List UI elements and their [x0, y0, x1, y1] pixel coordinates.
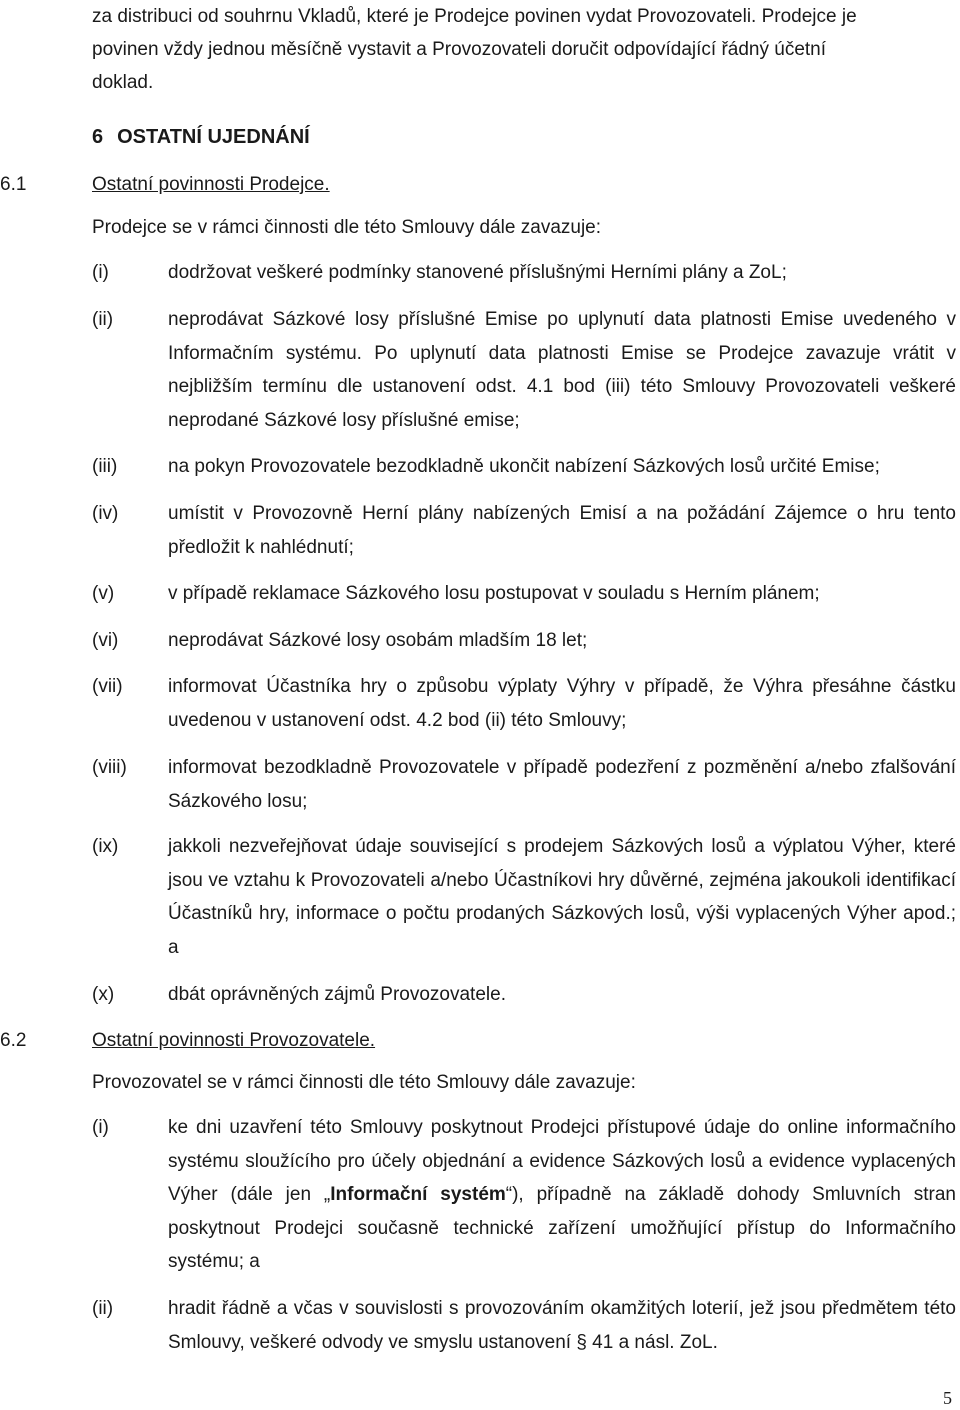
- intro-line-3: doklad.: [92, 72, 154, 93]
- list-item-text: dbát oprávněných zájmů Provozovatele.: [168, 984, 506, 1005]
- subsection-number-6-1: 6.1: [0, 174, 27, 195]
- subsection-lead-6-2: Provozovatel se v rámci činnosti dle této Smlouvy dále zavazuje:: [92, 1072, 636, 1093]
- list-item-text: informovat Účastníka hry o způsobu výplaty Výhry v případě, že Výhra přesáhne částku uvedenou v ustanovení odst. 4.2 bod (ii) této Smlouvy;: [168, 676, 956, 731]
- list-item-text: [168, 1111, 956, 1279]
- list-item-number: (ix): [92, 836, 119, 857]
- list-item-text: v případě reklamace Sázkového losu postupovat v souladu s Herním plánem;: [168, 583, 820, 604]
- intro-line-1: za distribuci od souhrnu Vkladů, které je Prodejce povinen vydat Provozovateli. Prodejce je: [92, 6, 857, 27]
- defined-term: Informační systém: [330, 1184, 506, 1205]
- intro-line-2: povinen vždy jednou měsíčně vystavit a Provozovateli doručit odpovídající řádný účetní: [92, 39, 827, 60]
- list-item-number: (iii): [92, 456, 118, 477]
- subsection-lead-6-1: Prodejce se v rámci činnosti dle této Smlouvy dále zavazuje:: [92, 217, 602, 238]
- subsection-title-6-1: Ostatní povinnosti Prodejce.: [92, 174, 330, 195]
- list-item-number: (x): [92, 984, 115, 1005]
- list-item-number: (ii): [92, 309, 114, 330]
- list-item-text: umístit v Provozovně Herní plány nabízených Emisí a na požádání Zájemce o hru tento předložit k nahlédnutí;: [168, 503, 956, 558]
- list-item-number: (vii): [92, 676, 123, 697]
- list-item-text: neprodávat Sázkové losy osobám mladším 18 let;: [168, 630, 588, 651]
- list-item-number: (i): [92, 1117, 109, 1138]
- list-item-number: (ii): [92, 1298, 114, 1319]
- list-item-text: neprodávat Sázkové losy příslušné Emise po uplynutí data platnosti Emise uvedeného v Informačním systému. Po uplynutí data platnosti Emise se Prodejce zavazuje vrátit v nejbližším termínu dle ustanovení odst. 4.1 bod (iii) této Smlouvy Provozovateli veškeré neprodané Sázkové losy příslušné emise;: [168, 309, 956, 431]
- section-number: 6: [92, 126, 104, 148]
- item-text-part: ke dni uzavření této Smlouvy poskytnout Prodejci přístupové údaje do online informačního systému sloužícího pro účely objednání a evidence Sázkových losů a evidence vyplacených Výher (dále jen „: [168, 1117, 956, 1205]
- list-item-number: (viii): [92, 757, 127, 778]
- item-text-part: “), případně na základě dohody Smluvních stran poskytnout Prodejci současně technické zařízení umožňující přístup do Informačního systému; a: [168, 1184, 956, 1272]
- section-heading: [92, 126, 310, 149]
- page-number: 5: [943, 1388, 952, 1408]
- list-item-text: hradit řádně a včas v souvislosti s provozováním okamžitých loterií, jež jsou předmětem této Smlouvy, veškeré odvody ve smyslu ustanovení § 41 a násl. ZoL.: [168, 1298, 956, 1353]
- list-item-text: dodržovat veškeré podmínky stanovené příslušnými Herními plány a ZoL;: [168, 262, 787, 283]
- list-item-number: (v): [92, 583, 115, 604]
- list-item-number: (iv): [92, 503, 119, 524]
- section-title: OSTATNÍ UJEDNÁNÍ: [117, 126, 310, 148]
- subsection-number-6-2: 6.2: [0, 1030, 27, 1051]
- list-item-number: (i): [92, 262, 109, 283]
- list-item-text: jakkoli nezveřejňovat údaje související s prodejem Sázkových losů a výplatou Výher, které jsou ve vztahu k Provozovateli a/nebo Účastníkovi hry důvěrné, zejména jakoukoli identifikací Účastníků hry, informace o počtu prodaných Sázkových losů, výši vyplacených Výher apod.; a: [168, 836, 956, 958]
- list-item-number: (vi): [92, 630, 119, 651]
- list-item-text: na pokyn Provozovatele bezodkladně ukončit nabízení Sázkových losů určité Emise;: [168, 456, 880, 477]
- subsection-title-6-2: Ostatní povinnosti Provozovatele.: [92, 1030, 376, 1051]
- list-item-text: informovat bezodkladně Provozovatele v případě podezření z pozměnění a/nebo zfalšování Sázkového losu;: [168, 757, 956, 812]
